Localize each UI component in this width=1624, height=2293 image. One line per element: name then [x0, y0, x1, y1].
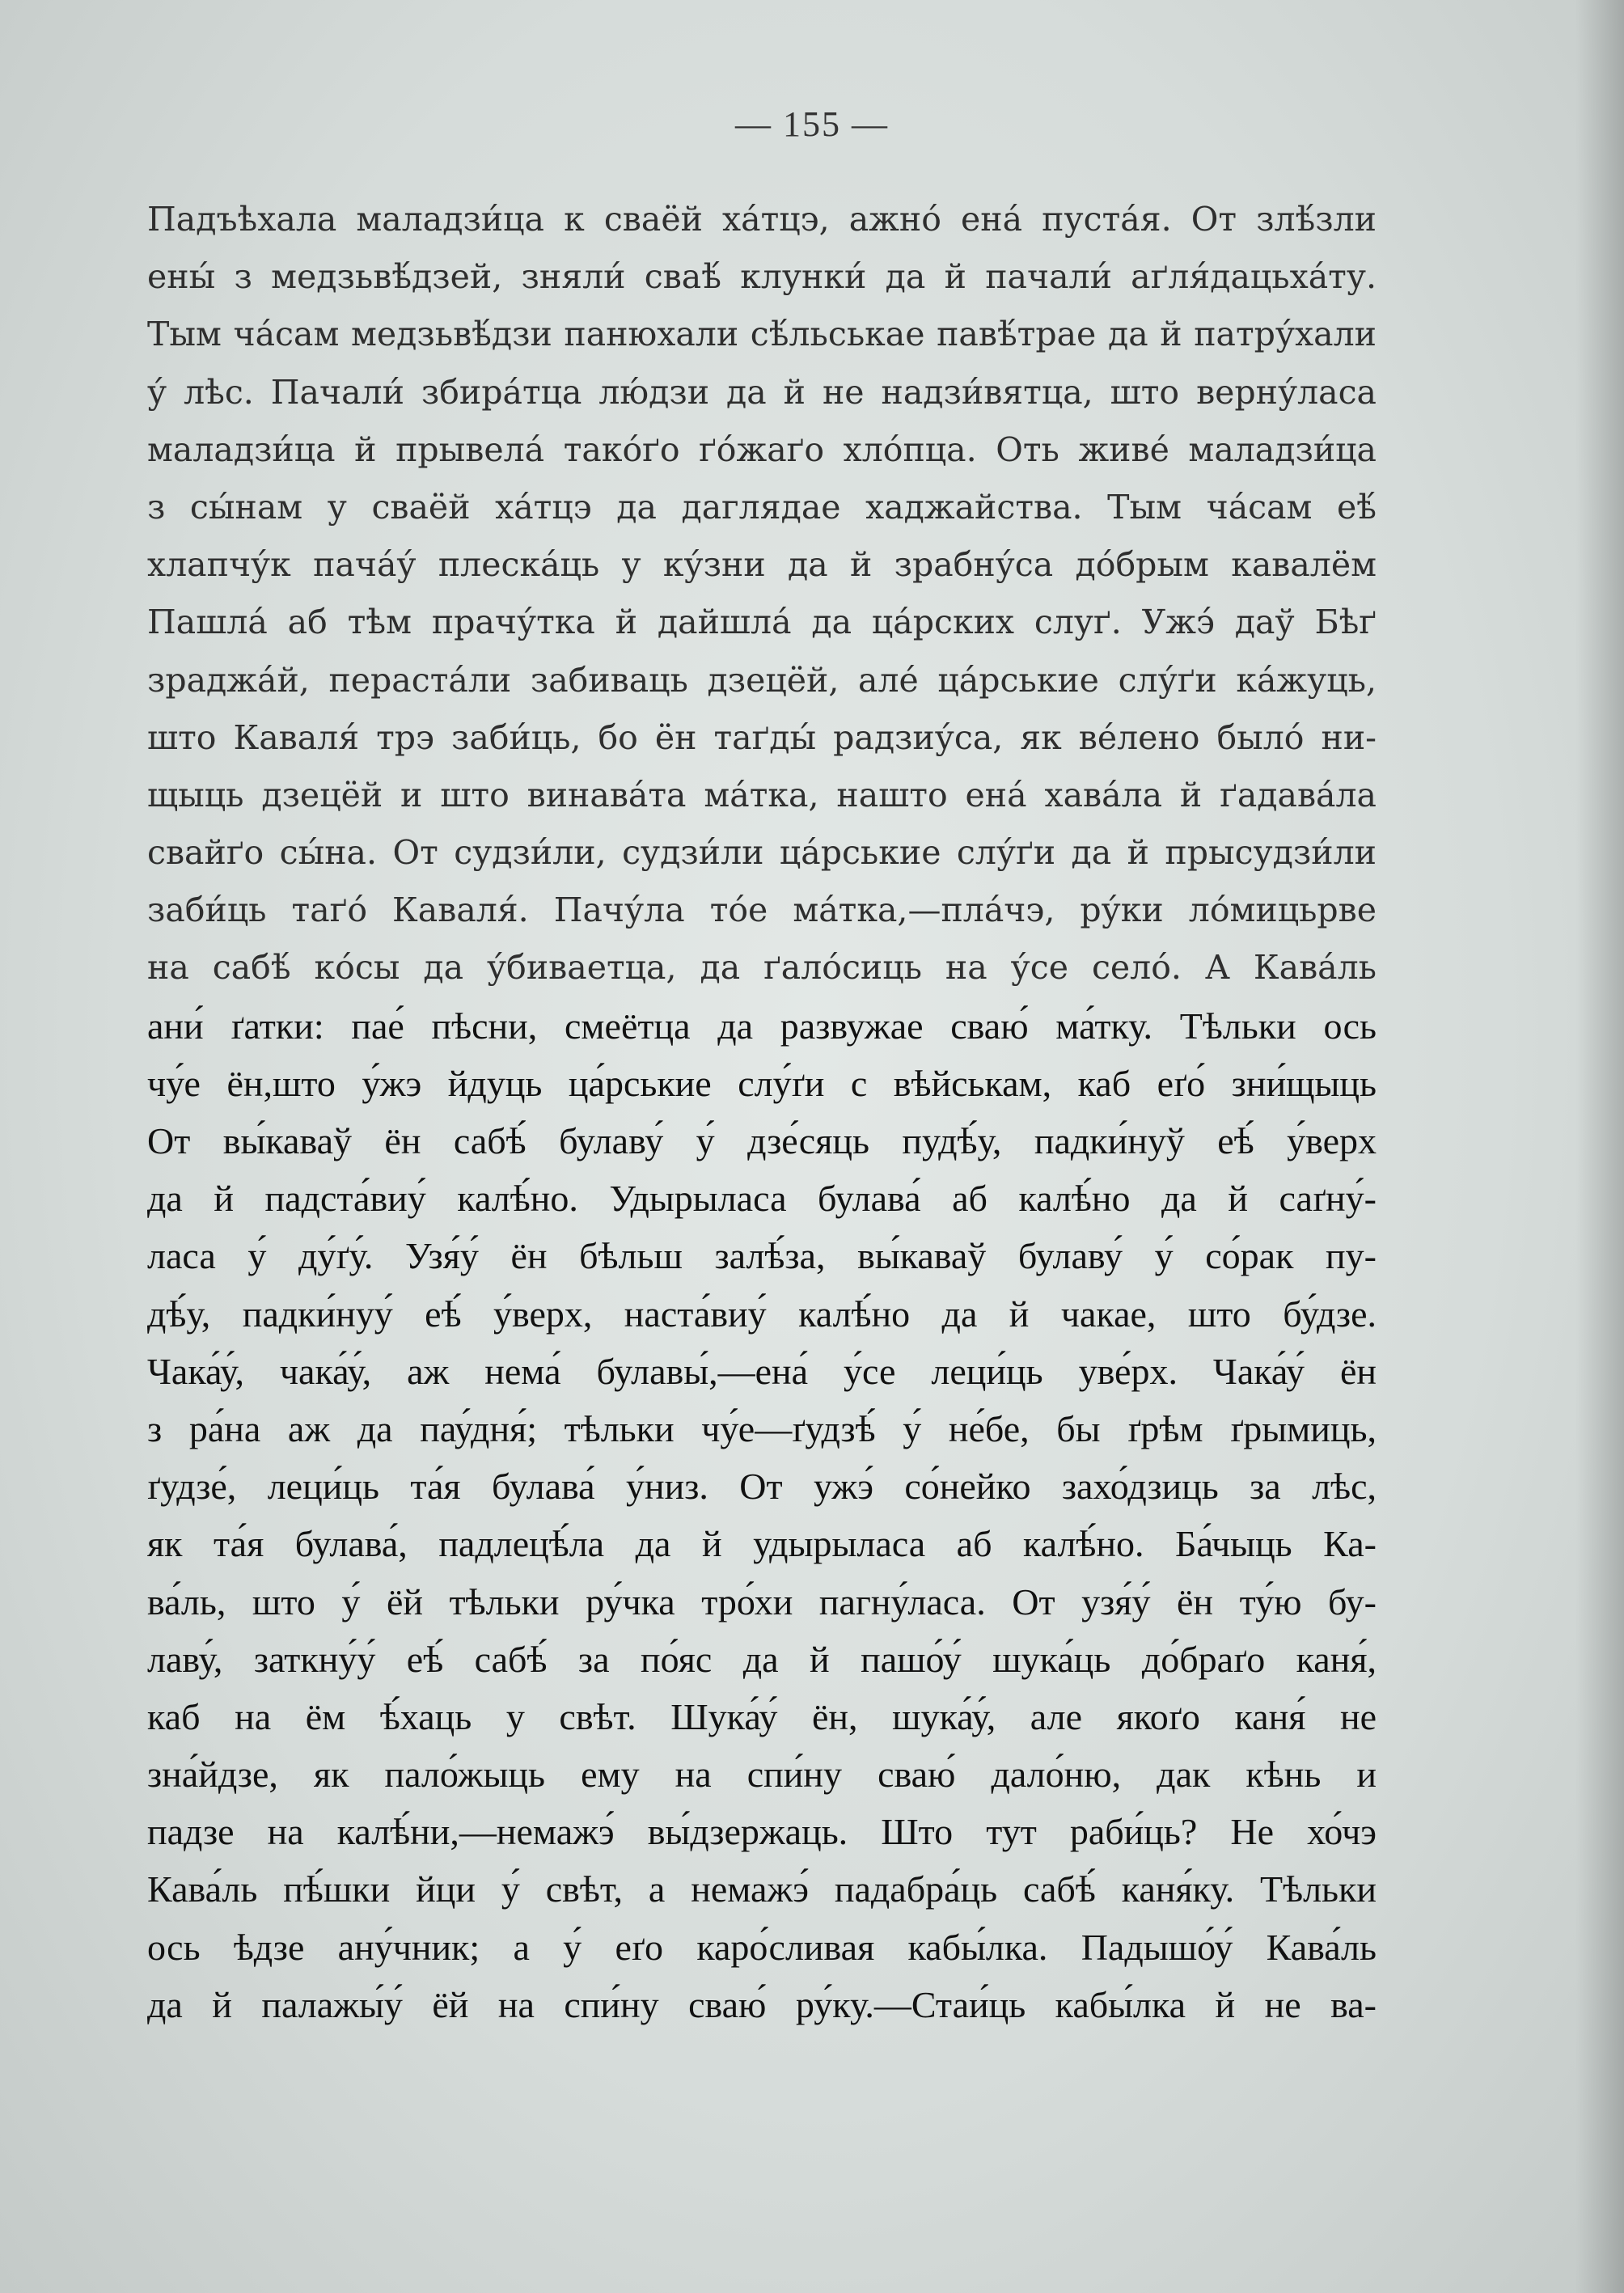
text-line: заби́ць таґо́ Каваля́. Пачу́ла то́е ма́тка,—пла́чэ, ру́ки ло́мицьрве	[147, 891, 1377, 930]
text-line: Кава́ль пѣ́шки йци у́ свѣт, а немажэ́ падабра́ць сабѣ́ каня́ку. Тѣльки	[147, 1868, 1377, 1910]
text-line: на сабѣ́ ко́сы да у́биваетца, да ґало́сиць на у́се село́. А Кава́ль	[147, 948, 1377, 988]
text-line: ґудзе́, леци́ць та́я булава́ у́низ. От ужэ́ со́нейко захо́дзиць за лѣс,	[147, 1466, 1377, 1508]
text-line: Тым ча́сам медзьвѣ́дзи панюхали сѣ́льськае павѣ́трае да й патру́хали	[147, 315, 1377, 354]
text-line: да й палажы́у́ ёй на спи́ну сваю́ ру́ку.—Стаи́ць кабы́лка й не ва-	[147, 1983, 1377, 2025]
text-line: падзе на калѣ́ни,—немажэ́ вы́дзержаць. Што тут раби́ць? Не хо́чэ	[147, 1811, 1377, 1853]
text-line: з ра́на аж да пау́дня́; тѣльки чу́е—ґудзѣ́ у́ не́бе, бы ґрѣм ґрымиць,	[147, 1407, 1377, 1449]
text-line: ось ѣдзе ану́чник; а у́ еґо каро́сливая кабы́лка. Падышо́у́ Кава́ль	[147, 1926, 1377, 1968]
text-line: свайґо сы́на. От судзи́ли, судзи́ли ца́рськие слу́ґи да й прысудзи́ли	[147, 833, 1377, 873]
text-line: чу́е ён,што у́жэ йдуць ца́рськие слу́ґи с вѣйськам, каб еґо́ зни́щыць	[147, 1062, 1377, 1104]
text-line: ласа у́ ду́ґу́. Узя́у́ ён бѣльш залѣ́за, вы́каваў булаву́ у́ со́рак пу-	[147, 1235, 1377, 1277]
text-line: каб на ём ѣ́хаць у свѣт. Шука́у́ ён, шука́у́, але якоґо каня́ не	[147, 1695, 1377, 1737]
text-line: ены́ з медзьвѣ́дзей, зняли́ сваѣ́ клунки́ да й пачали́ аґля́дацьха́ту.	[147, 257, 1377, 297]
body-text	[147, 191, 1377, 2033]
text-line: маладзи́ца й прывела́ тако́ґо ґо́жаґо хло́пца. Оть живе́ маладзи́ца	[147, 429, 1377, 469]
text-line: да й падста́виу́ калѣ́но. Удырыласа булава́ аб калѣ́но да й саґну́-	[147, 1178, 1377, 1220]
text-line: хлапчу́к пача́у́ плеска́ць у ку́зни да й зрабну́са до́брым кавалём	[147, 545, 1377, 585]
page-edge-shadow	[1575, 0, 1624, 2293]
text-line: Падъѣхала маладзи́ца к сваёй ха́тцэ, ажно́ ена́ пуста́я. От злѣ́зли	[147, 200, 1377, 239]
text-line: што Каваля́ трэ заби́ць, бо ён таґды́ радзиу́са, як ве́лено было́ ни-	[147, 717, 1377, 757]
page-number: — 155 —	[735, 104, 889, 144]
text-line: зраджа́й, пераста́ли забиваць дзецёй, але́ ца́рськие слу́ґи ка́жуць,	[147, 660, 1377, 700]
text-line: зна́йдзе, як пало́жыць ему на спи́ну сваю́ дало́ню, дак кѣнь и	[147, 1754, 1377, 1796]
text-line: ва́ль, што у́ ёй тѣльки ру́чка тро́хи пагну́ласа. От узя́у́ ён ту́ю бу-	[147, 1580, 1377, 1622]
text-line: Пашла́ аб тѣм прачу́тка й дайшла́ да ца́рских слуґ. Ужэ́ даў Бѣґ	[147, 603, 1377, 642]
text-line: дѣ́у, падки́нуу́ еѣ́ у́верх, наста́виу́ калѣ́но да й чакае, што бу́дзе.	[147, 1292, 1377, 1335]
text-line: щыць дзецёй и што винава́та ма́тка, нашто ена́ хава́ла й ґадава́ла	[147, 775, 1377, 814]
text-line: як та́я булава́, падлецѣ́ла да й удырыласа аб калѣ́но. Ба́чыць Ка-	[147, 1523, 1377, 1565]
text-line: От вы́каваў ён сабѣ́ булаву́ у́ дзе́сяць пудѣ́у, падки́нуў еѣ́ у́верх	[147, 1120, 1377, 1161]
text-line: Чака́у́, чака́у́, аж нема́ булавы́,—ена́ у́се леци́ць уве́рх. Чака́у́ ён	[147, 1350, 1377, 1392]
text-line: з сы́нам у сваёй ха́тцэ да даглядае хаджайства. Тым ча́сам еѣ́	[147, 487, 1377, 527]
text-line: лаву́, заткну́у́ еѣ́ сабѣ́ за по́яс да й пашо́у́ шука́ць до́браґо каня́,	[147, 1638, 1377, 1680]
text-line: ани́ ґатки: пае́ пѣсни, смеётца да развужае сваю́ ма́тку. Тѣльки ось	[147, 1005, 1377, 1047]
text-line: у́ лѣс. Пачали́ збира́тца лю́дзи да й не надзи́вятца, што верну́ласа	[147, 372, 1377, 412]
